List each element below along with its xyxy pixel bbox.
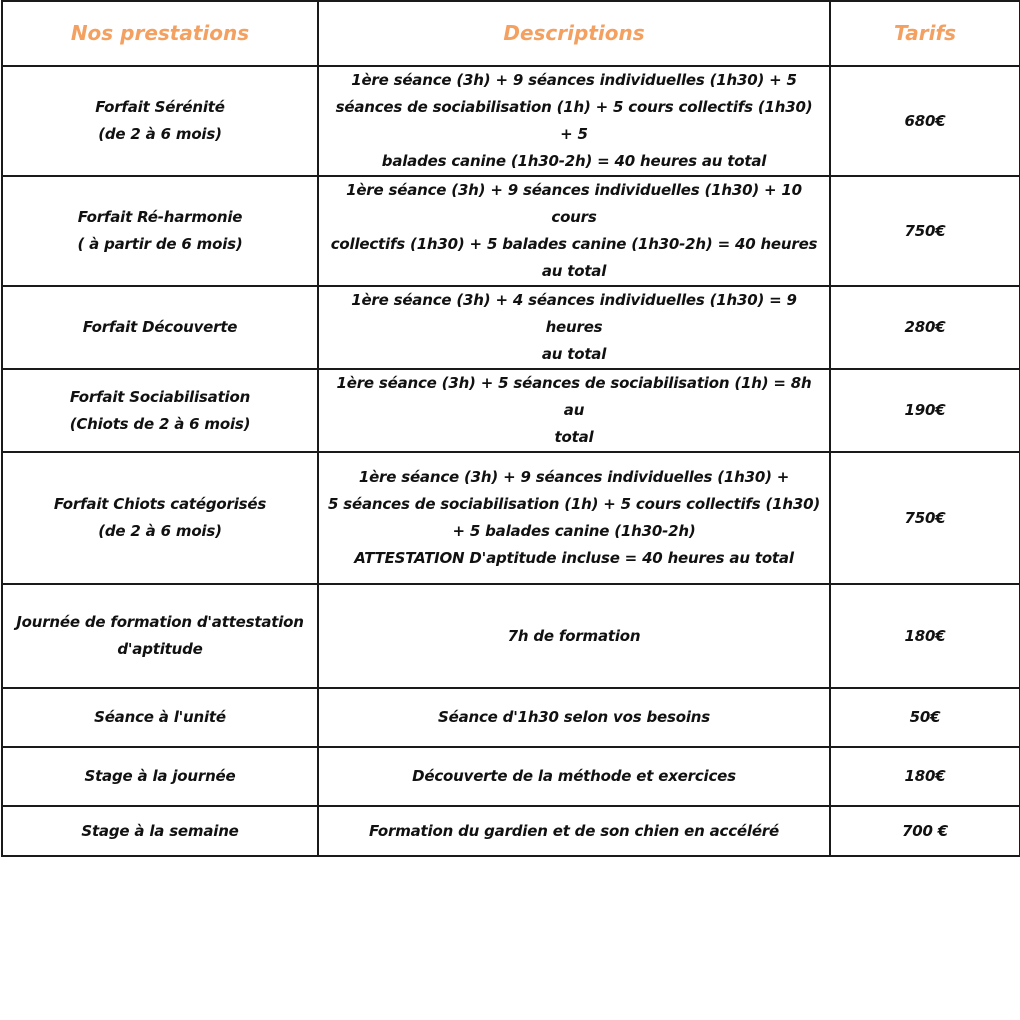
table-row <box>2 452 1020 584</box>
service-name: Forfait Sérénité (de 2 à 6 mois) <box>2 66 318 176</box>
service-price: 190€ <box>830 369 1020 452</box>
service-price: 750€ <box>830 176 1020 286</box>
service-name: Séance à l'unité <box>2 688 318 747</box>
table-row <box>2 688 1020 747</box>
table-row <box>2 584 1020 688</box>
service-description: 1ère séance (3h) + 4 séances individuelles (1h30) = 9 heures au total <box>318 286 830 369</box>
service-name: Forfait Ré-harmonie ( à partir de 6 mois) <box>2 176 318 286</box>
service-name: Forfait Découverte <box>2 286 318 369</box>
header-prestations: Nos prestations <box>2 1 318 66</box>
table-row <box>2 369 1020 452</box>
service-price: 700 € <box>830 806 1020 856</box>
service-description: 7h de formation <box>318 584 830 688</box>
service-name: Stage à la semaine <box>2 806 318 856</box>
service-price: 180€ <box>830 747 1020 806</box>
service-name: Stage à la journée <box>2 747 318 806</box>
service-description: 1ère séance (3h) + 9 séances individuelles (1h30) + 10 cours collectifs (1h30) + 5 balades canine (1h30-2h) = 40 heures au total <box>318 176 830 286</box>
service-description: 1ère séance (3h) + 9 séances individuelles (1h30) + 5 séances de sociabilisation (1h) + 5 cours collectifs (1h30) + 5 balades canine (1h30-2h) ATTESTATION D'aptitude incluse = 40 heures au total <box>318 452 830 584</box>
service-description: Découverte de la méthode et exercices <box>318 747 830 806</box>
service-price: 750€ <box>830 452 1020 584</box>
table-row <box>2 806 1020 856</box>
table-row <box>2 747 1020 806</box>
service-description: 1ère séance (3h) + 5 séances de sociabilisation (1h) = 8h au total <box>318 369 830 452</box>
service-name: Forfait Sociabilisation (Chiots de 2 à 6 mois) <box>2 369 318 452</box>
table-row <box>2 286 1020 369</box>
header-row <box>2 1 1020 66</box>
service-price: 50€ <box>830 688 1020 747</box>
service-description: 1ère séance (3h) + 9 séances individuelles (1h30) + 5 séances de sociabilisation (1h) + 5 cours collectifs (1h30) + 5 balades canine (1h30-2h) = 40 heures au total <box>318 66 830 176</box>
header-tarifs: Tarifs <box>830 1 1020 66</box>
header-descriptions: Descriptions <box>318 1 830 66</box>
table-row <box>2 66 1020 176</box>
service-name: Forfait Chiots catégorisés (de 2 à 6 mois) <box>2 452 318 584</box>
pricing-table <box>1 0 1020 857</box>
table-row <box>2 176 1020 286</box>
service-price: 280€ <box>830 286 1020 369</box>
service-price: 680€ <box>830 66 1020 176</box>
service-description: Formation du gardien et de son chien en accéléré <box>318 806 830 856</box>
service-price: 180€ <box>830 584 1020 688</box>
service-name: Journée de formation d'attestation d'aptitude <box>2 584 318 688</box>
service-description: Séance d'1h30 selon vos besoins <box>318 688 830 747</box>
